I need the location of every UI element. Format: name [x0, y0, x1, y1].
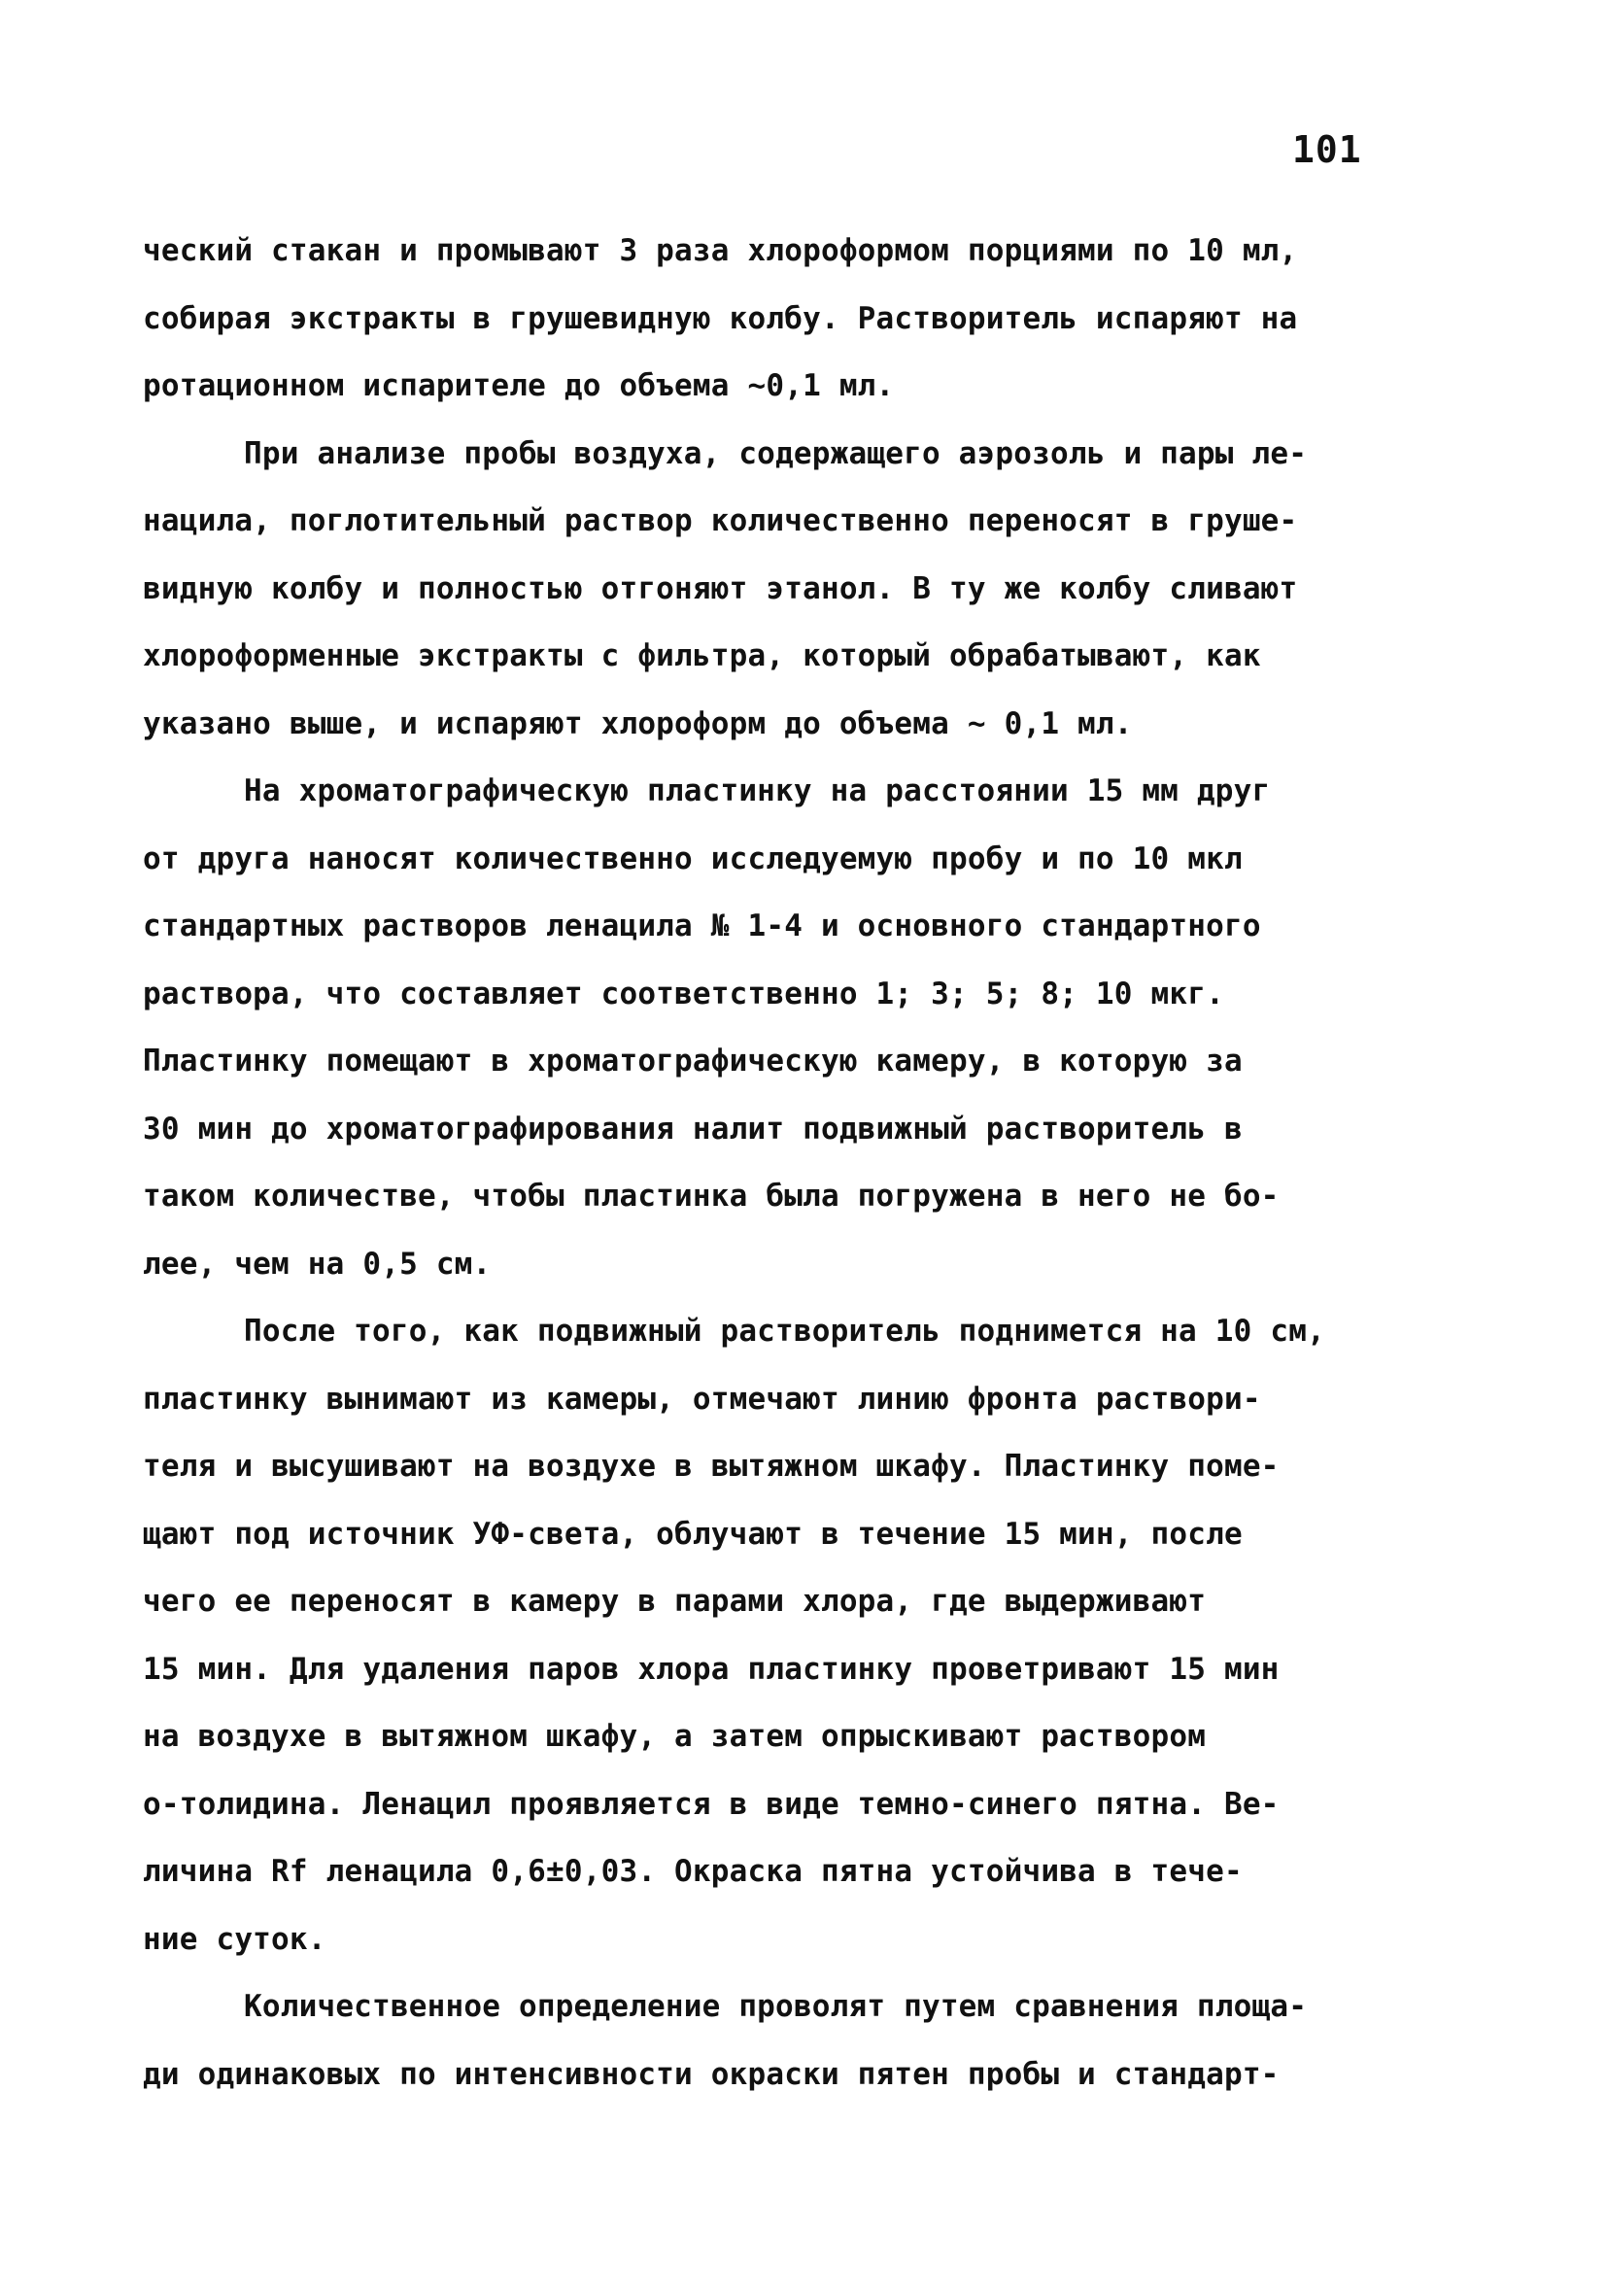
text-line: На хроматографическую пластинку на расстоянии 15 мм друг	[244, 773, 1271, 808]
text-line: 30 мин до хроматографирования налит подвижный растворитель в	[143, 1111, 1243, 1147]
text-line: щают под источник УФ-света, облучают в течение 15 мин, после	[143, 1516, 1243, 1552]
text-line: указано выше, и испаряют хлороформ до объема ~ 0,1 мл.	[143, 705, 1133, 741]
text-line: При анализе пробы воздуха, содержащего аэрозоль и пары ле-	[244, 435, 1308, 471]
document-body	[143, 218, 1484, 2108]
text-line: После того, как подвижный растворитель поднимется на 10 см,	[244, 1314, 1325, 1349]
text-line: на воздухе в вытяжном шкафу, а затем опрыскивают раствором	[143, 1719, 1207, 1754]
text-line: теля и высушивают на воздухе в вытяжном шкафу. Пластинку поме-	[143, 1449, 1280, 1484]
text-line: личина Rf ленацила 0,6±0,03. Окраска пятна устойчива в тече-	[143, 1854, 1243, 1889]
text-line: ческий стакан и промывают 3 раза хлороформом порциями по 10 мл,	[143, 233, 1298, 268]
text-line: лее, чем на 0,5 см.	[143, 1246, 492, 1282]
text-line: чего ее переносят в камеру в парами хлора, где выдерживают	[143, 1584, 1207, 1619]
text-line: таком количестве, чтобы пластинка была погружена в него не бо-	[143, 1179, 1280, 1214]
text-line: раствора, что составляет соответственно 1; 3; 5; 8; 10 мкг.	[143, 976, 1224, 1011]
text-line: собирая экстракты в грушевидную колбу. Растворитель испаряют на	[143, 300, 1298, 336]
text-line: от друга наносят количественно исследуемую пробу и по 10 мкл	[143, 840, 1243, 876]
text-line: Пластинку помещают в хроматографическую камеру, в которую за	[143, 1044, 1243, 1079]
text-line: стандартных растворов ленацила № 1-4 и основного стандартного	[143, 908, 1261, 943]
text-line: нацила, поглотительный раствор количественно переносят в груше-	[143, 503, 1298, 538]
page-number: 101	[1292, 128, 1362, 171]
text-line: пластинку вынимают из камеры, отмечают линию фронта раствори-	[143, 1381, 1261, 1417]
text-line: хлороформенные экстракты с фильтра, который обрабатывают, как	[143, 638, 1261, 673]
text-line: 15 мин. Для удаления паров хлора пластинку проветривают 15 мин	[143, 1651, 1280, 1687]
text-line: ротационном испарителе до объема ~0,1 мл.	[143, 368, 895, 403]
text-line: видную колбу и полностью отгоняют этанол. В ту же колбу сливают	[143, 570, 1298, 606]
text-line: Количественное определение проволят путем сравнения площа-	[244, 1989, 1308, 2024]
text-line: ди одинаковых по интенсивности окраски пятен пробы и стандарт-	[143, 2056, 1280, 2092]
text-line: о-толидина. Ленацил проявляется в виде темно-синего пятна. Ве-	[143, 1786, 1280, 1822]
text-line: ние суток.	[143, 1921, 326, 1957]
